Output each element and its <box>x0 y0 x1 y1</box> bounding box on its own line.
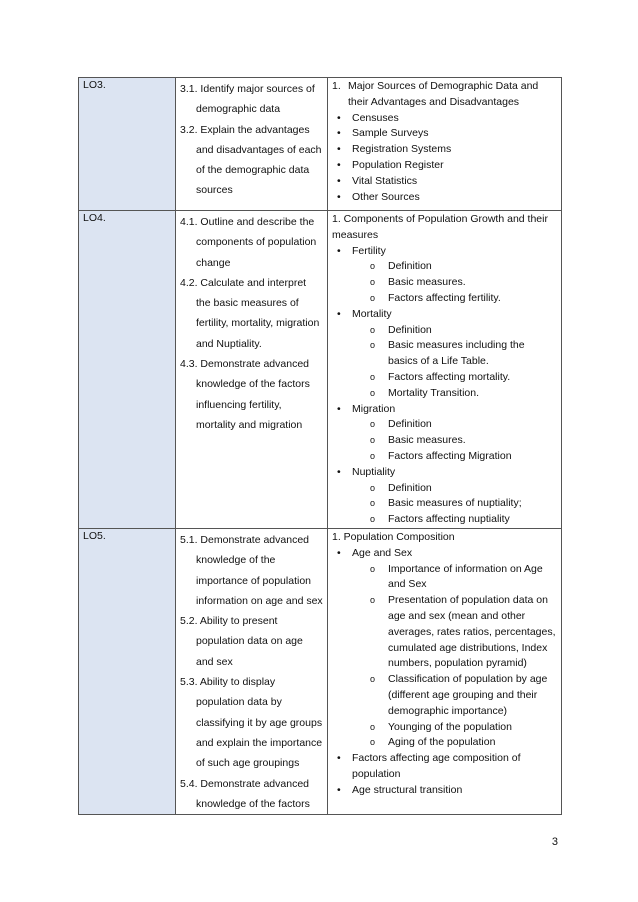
bullet-circle-icon: o <box>370 387 376 398</box>
sub-bullet-item <box>332 417 557 433</box>
bullet-item <box>332 465 557 481</box>
item-text: Definition <box>388 323 432 336</box>
item-text: Mortality Transition. <box>388 386 480 399</box>
content-cell <box>328 528 562 814</box>
bullet-circle-icon: o <box>370 340 376 351</box>
item-text: Presentation of population data on age and sex (mean and other averages, rates ratios, percentages, cumulated age distributions, Index numbers, population pyramid) <box>388 594 556 670</box>
bullet-circle-icon: o <box>370 324 376 335</box>
item-text: Classification of population by age (different age grouping and their demographic importance) <box>388 673 548 717</box>
page-number: 3 <box>551 836 558 848</box>
item-text: Definition <box>388 260 432 273</box>
item-text: Factors affecting nuptiality <box>388 513 510 526</box>
bullet-item <box>332 174 557 190</box>
sub-bullet-item <box>332 735 557 751</box>
sub-bullet-item <box>332 481 557 497</box>
bullet-item <box>332 546 557 562</box>
bullet-item <box>332 158 557 174</box>
bullet-item <box>332 307 557 323</box>
bullet-circle-icon: o <box>370 482 376 493</box>
outcome-item: 5.4. Demonstrate advanced knowledge of the factors <box>180 777 310 810</box>
bullet-circle-icon: o <box>370 721 376 732</box>
item-text: Factors affecting Migration <box>388 449 512 462</box>
bullet-item <box>332 402 557 418</box>
outcome-item: 5.2. Ability to present population data on age and sex <box>180 615 303 668</box>
sub-bullet-item <box>332 449 557 465</box>
bullet-circle-icon: o <box>370 514 376 525</box>
sub-bullet-item <box>332 323 557 339</box>
table-body <box>79 78 562 815</box>
bullet-item <box>332 244 557 260</box>
bullet-dot-icon: • <box>337 465 341 478</box>
sub-bullet-item <box>332 496 557 512</box>
item-text: Importance of information on Age and Sex <box>388 562 543 591</box>
bullet-dot-icon: • <box>337 402 341 415</box>
item-text: Aging of the population <box>388 736 496 749</box>
content-cell <box>328 211 562 529</box>
bullet-circle-icon: o <box>370 419 376 430</box>
bullet-circle-icon: o <box>370 498 376 509</box>
bullet-circle-icon: o <box>370 277 376 288</box>
item-text: Fertility <box>352 244 386 257</box>
item-text: Basic measures. <box>388 434 466 447</box>
bullet-item <box>332 126 557 142</box>
item-text: Sample Surveys <box>352 127 429 140</box>
item-text: Population Register <box>352 158 444 171</box>
item-number: 1. <box>332 80 341 92</box>
item-text: Younging of the population <box>388 720 512 733</box>
bullet-item <box>332 783 557 799</box>
item-text: Censuses <box>352 111 399 124</box>
bullet-item <box>332 111 557 127</box>
bullet-dot-icon: • <box>337 783 341 796</box>
bullet-circle-icon: o <box>370 563 376 574</box>
numbered-heading <box>332 79 557 111</box>
bullet-item <box>332 190 557 206</box>
item-text: Basic measures of nuptiality; <box>388 497 522 510</box>
item-text: Registration Systems <box>352 143 452 156</box>
content-cell <box>328 78 562 211</box>
table-row <box>79 211 562 529</box>
bullet-dot-icon: • <box>337 244 341 257</box>
outcomes-cell <box>176 211 328 529</box>
bullet-circle-icon: o <box>370 435 376 446</box>
bullet-dot-icon: • <box>337 546 341 559</box>
bullet-dot-icon: • <box>337 307 341 320</box>
sub-bullet-item <box>332 370 557 386</box>
course-outcomes-table <box>78 77 562 815</box>
table-row <box>79 78 562 211</box>
bullet-dot-icon: • <box>337 143 341 156</box>
learning-outcome-code: LO3. <box>79 78 176 211</box>
bullet-dot-icon: • <box>337 752 341 765</box>
content-heading: 1. Components of Population Growth and their measures <box>332 213 548 241</box>
sub-bullet-item <box>332 672 557 719</box>
bullet-dot-icon: • <box>337 127 341 140</box>
item-text: Factors affecting mortality. <box>388 370 511 383</box>
sub-bullet-item <box>332 593 557 672</box>
outcomes-cell <box>176 528 328 814</box>
sub-bullet-item <box>332 512 557 528</box>
learning-outcome-code: LO5. <box>79 528 176 814</box>
sub-bullet-item <box>332 386 557 402</box>
item-text: Other Sources <box>352 190 420 203</box>
learning-outcome-code: LO4. <box>79 211 176 529</box>
bullet-circle-icon: o <box>370 737 376 748</box>
outcome-item: 5.3. Ability to display population data by classifying it by age groups and explain the importance of such age groupings <box>180 676 323 770</box>
content-heading: 1. Population Composition <box>332 530 455 543</box>
sub-bullet-item <box>332 562 557 594</box>
bullet-circle-icon: o <box>370 674 376 685</box>
bullet-circle-icon: o <box>370 450 376 461</box>
bullet-dot-icon: • <box>337 111 341 124</box>
outcomes-cell <box>176 78 328 211</box>
bullet-item <box>332 142 557 158</box>
item-text: Factors affecting fertility. <box>388 291 501 304</box>
bullet-item <box>332 751 557 783</box>
outcome-item: 4.3. Demonstrate advanced knowledge of the factors influencing fertility, mortality and migration <box>180 358 310 431</box>
item-text: Factors affecting age composition of population <box>352 752 521 780</box>
outcome-item: 5.1. Demonstrate advanced knowledge of the importance of population information on age and sex <box>180 533 323 607</box>
bullet-circle-icon: o <box>370 371 376 382</box>
sub-bullet-item <box>332 720 557 736</box>
outcome-item: 3.1. Identify major sources of demographic data <box>180 83 315 116</box>
bullet-dot-icon: • <box>337 158 341 171</box>
item-text: Vital Statistics <box>352 174 418 187</box>
sub-bullet-item <box>332 433 557 449</box>
outcome-item: 4.1. Outline and describe the components of population change <box>180 216 317 269</box>
bullet-circle-icon: o <box>370 292 376 303</box>
item-text: Basic measures including the basics of a Life Table. <box>388 339 525 368</box>
sub-bullet-item <box>332 338 557 370</box>
item-text: Migration <box>352 402 396 415</box>
item-text: Age and Sex <box>352 546 413 559</box>
item-text: Definition <box>388 418 432 431</box>
sub-bullet-item <box>332 275 557 291</box>
item-text: Definition <box>388 481 432 494</box>
item-text: Age structural transition <box>352 783 463 796</box>
item-text: Basic measures. <box>388 276 466 289</box>
outcome-item: 3.2. Explain the advantages and disadvantages of each of the demographic data sources <box>180 123 322 197</box>
bullet-dot-icon: • <box>337 174 341 187</box>
sub-bullet-item <box>332 259 557 275</box>
bullet-circle-icon: o <box>370 595 376 606</box>
outcome-item: 4.2. Calculate and interpret the basic measures of fertility, mortality, migration and Nuptiality. <box>180 276 320 350</box>
bullet-dot-icon: • <box>337 190 341 203</box>
table-row <box>79 528 562 814</box>
item-text: Mortality <box>352 307 392 320</box>
item-text: Nuptiality <box>352 465 396 478</box>
sub-bullet-item <box>332 291 557 307</box>
bullet-circle-icon: o <box>370 261 376 272</box>
item-text: Major Sources of Demographic Data and their Advantages and Disadvantages <box>348 80 539 108</box>
